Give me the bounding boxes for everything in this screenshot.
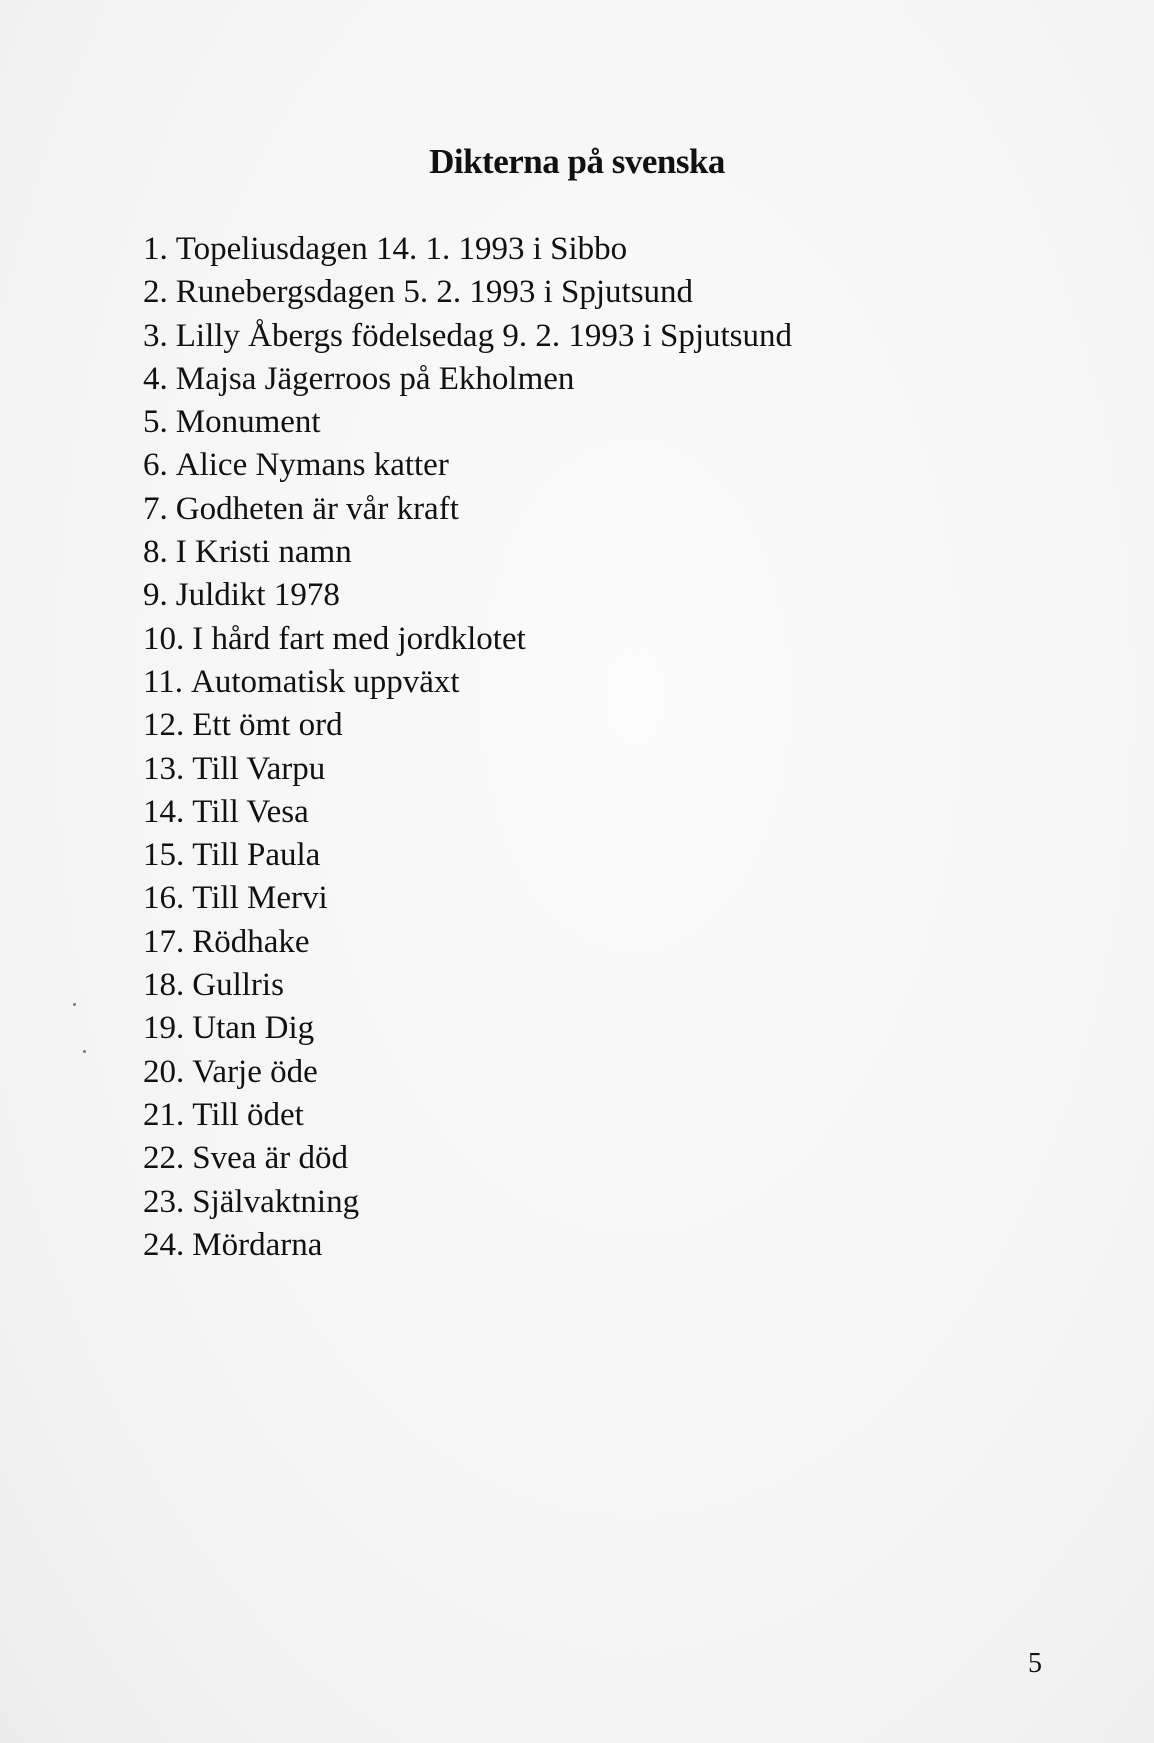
list-item [143,531,792,574]
item-number: 18. [143,967,185,1004]
list-item [143,358,792,401]
item-number: 6. [143,447,168,484]
item-title: Majsa Jägerroos på Ekholmen [175,360,575,397]
list-item [143,964,792,1007]
list-item [143,661,792,704]
item-title: Varje öde [192,1053,318,1090]
list-item [143,401,792,444]
list-item [143,1051,792,1094]
list-item [143,1007,792,1050]
item-title: Svea är död [192,1140,349,1177]
list-item [143,315,792,358]
page-title: Dikterna på svenska [429,142,725,181]
list-item [143,791,792,834]
item-title: Till Varpu [192,750,326,787]
item-number: 14. [143,793,185,830]
item-number: 9. [143,577,168,614]
item-title: Gullris [192,967,284,1004]
item-number: 11. [143,663,184,700]
item-title: Monument [175,404,321,441]
item-title: Lilly Åbergs födelsedag 9. 2. 1993 i Spjutsund [175,317,793,354]
list-item [143,271,792,314]
item-title: Självaktning [192,1183,360,1220]
item-number: 12. [143,707,185,744]
page-number: 5 [1028,1648,1042,1679]
list-item [143,921,792,964]
item-number: 19. [143,1010,185,1047]
list-item [143,574,792,617]
list-item [143,834,792,877]
list-item [143,877,792,920]
item-number: 17. [143,923,185,960]
item-title: Ett ömt ord [192,707,343,744]
list-item [143,1137,792,1180]
item-number: 24. [143,1226,185,1263]
item-number: 3. [143,317,168,354]
item-title: Topeliusdagen 14. 1. 1993 i Sibbo [175,231,628,267]
item-title: Till Paula [192,837,321,874]
item-number: 21. [143,1096,185,1133]
scan-speck [73,1003,76,1006]
item-number: 10. [143,620,185,657]
list-item [143,748,792,791]
item-number: 1. [143,231,168,267]
item-title: I Kristi namn [175,534,352,571]
list-item [143,488,792,531]
item-title: Runebergsdagen 5. 2. 1993 i Spjutsund [175,274,694,311]
item-number: 5. [143,404,168,441]
item-number: 8. [143,534,168,571]
item-number: 22. [143,1140,185,1177]
item-title: Automatisk uppväxt [191,663,460,700]
item-title: Utan Dig [192,1010,315,1047]
list-item [143,1094,792,1137]
list-item [143,618,792,661]
item-title: Till ödet [192,1096,304,1133]
item-number: 7. [143,490,168,527]
scan-speck [83,1050,86,1053]
item-title: Till Vesa [192,793,309,830]
item-number: 13. [143,750,185,787]
item-title: Till Mervi [192,880,328,917]
list-item [143,444,792,487]
item-title: Alice Nymans katter [175,447,449,484]
item-number: 2. [143,274,168,311]
item-number: 20. [143,1053,185,1090]
item-number: 15. [143,837,185,874]
item-number: 16. [143,880,185,917]
list-item [143,1181,792,1224]
list-item [143,704,792,747]
item-title: Juldikt 1978 [175,577,340,614]
item-title: Rödhake [192,923,310,960]
list-item [143,228,792,271]
item-number: 23. [143,1183,185,1220]
list-item [143,1224,792,1267]
item-title: Mördarna [192,1226,323,1263]
item-title: I hård fart med jordklotet [192,620,526,657]
item-number: 4. [143,360,168,397]
item-title: Godheten är vår kraft [175,490,459,527]
poem-list [143,228,792,1267]
